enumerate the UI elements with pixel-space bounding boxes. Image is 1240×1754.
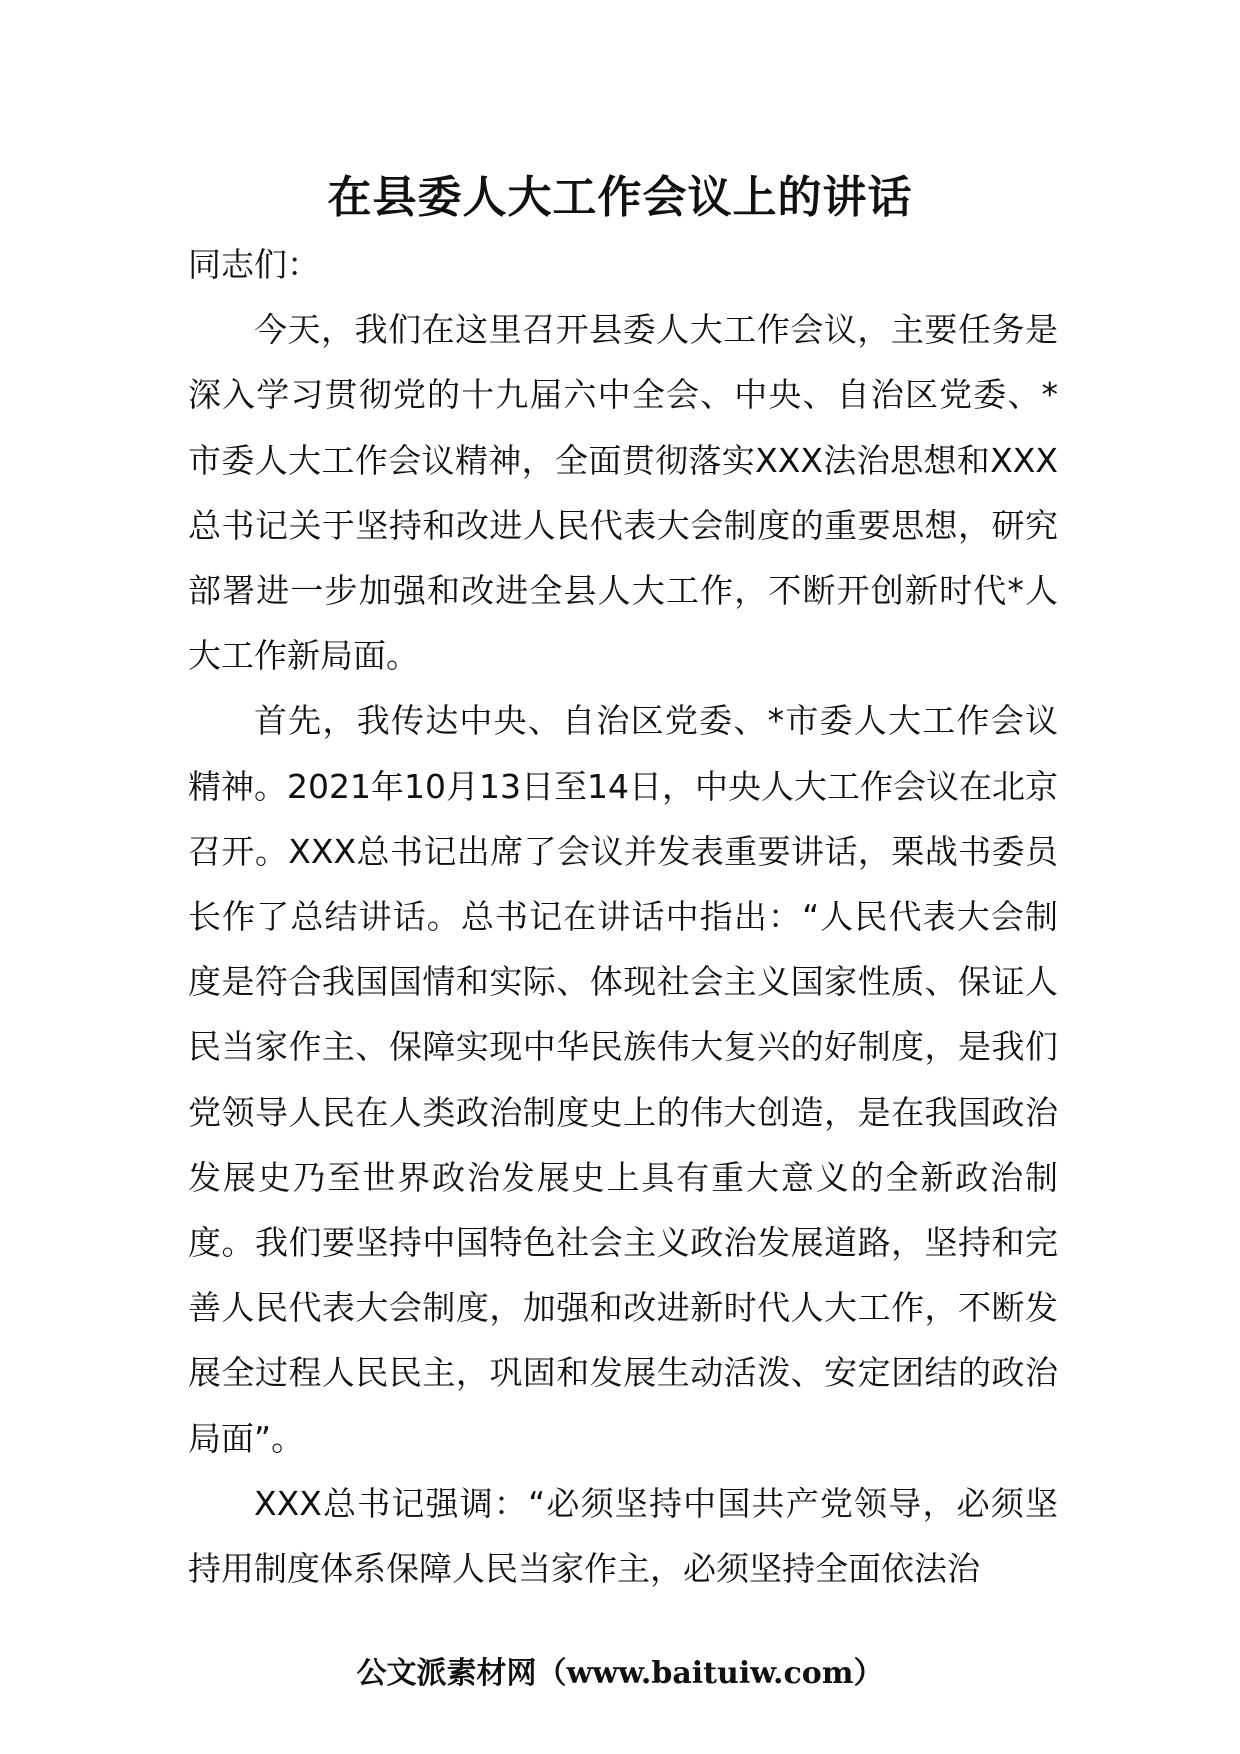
page-footer-watermark: 公文派素材网（www.baituiw.com） — [356, 1656, 884, 1691]
document-title: 在县委人大工作会议上的讲话 — [327, 172, 913, 223]
paragraph-2: 首先，我传达中央、自治区党委、*市委人大工作会议精神。2021年10月13日至14日，中央人大工作会议在北京召开。XXX总书记出席了会议并发表重要讲话，栗战书委员长作了总结讲话。总书记在讲话中指出：“人民代表大会制度是符合我国国情和实际、体现社会主义国家性质、保证人民当家作主、保障实现中华民族伟大复兴的好制度，是我们党领导人民在人类政治制度史上的伟大创造，是在我国政治发展史乃至世界政治发展史上具有重大意义的全新政治制度。我们要坚持中国特色社会主义政治发展道路，坚持和完善人民代表大会制度，加强和改进新时代人大工作，不断发展全过程人民民主，巩固和发展生动活泼、安定团结的政治局面”。 — [188, 701, 1058, 1458]
paragraph-3: XXX总书记强调：“必须坚持中国共产党领导，必须坚持用制度体系保障人民当家作主，必须坚持全面依法治 — [188, 1483, 1058, 1589]
paragraph-1: 今天，我们在这里召开县委人大工作会议，主要任务是深入学习贯彻党的十九届六中全会、中央、自治区党委、*市委人大工作会议精神，全面贯彻落实XXX法治思想和XXX总书记关于坚持和改进人民代表大会制度的重要思想，研究部署进一步加强和改进全县人大工作，不断开创新时代*人大工作新局面。 — [188, 310, 1058, 676]
document-body — [188, 232, 1058, 1601]
salutation: 同志们： — [188, 245, 320, 284]
